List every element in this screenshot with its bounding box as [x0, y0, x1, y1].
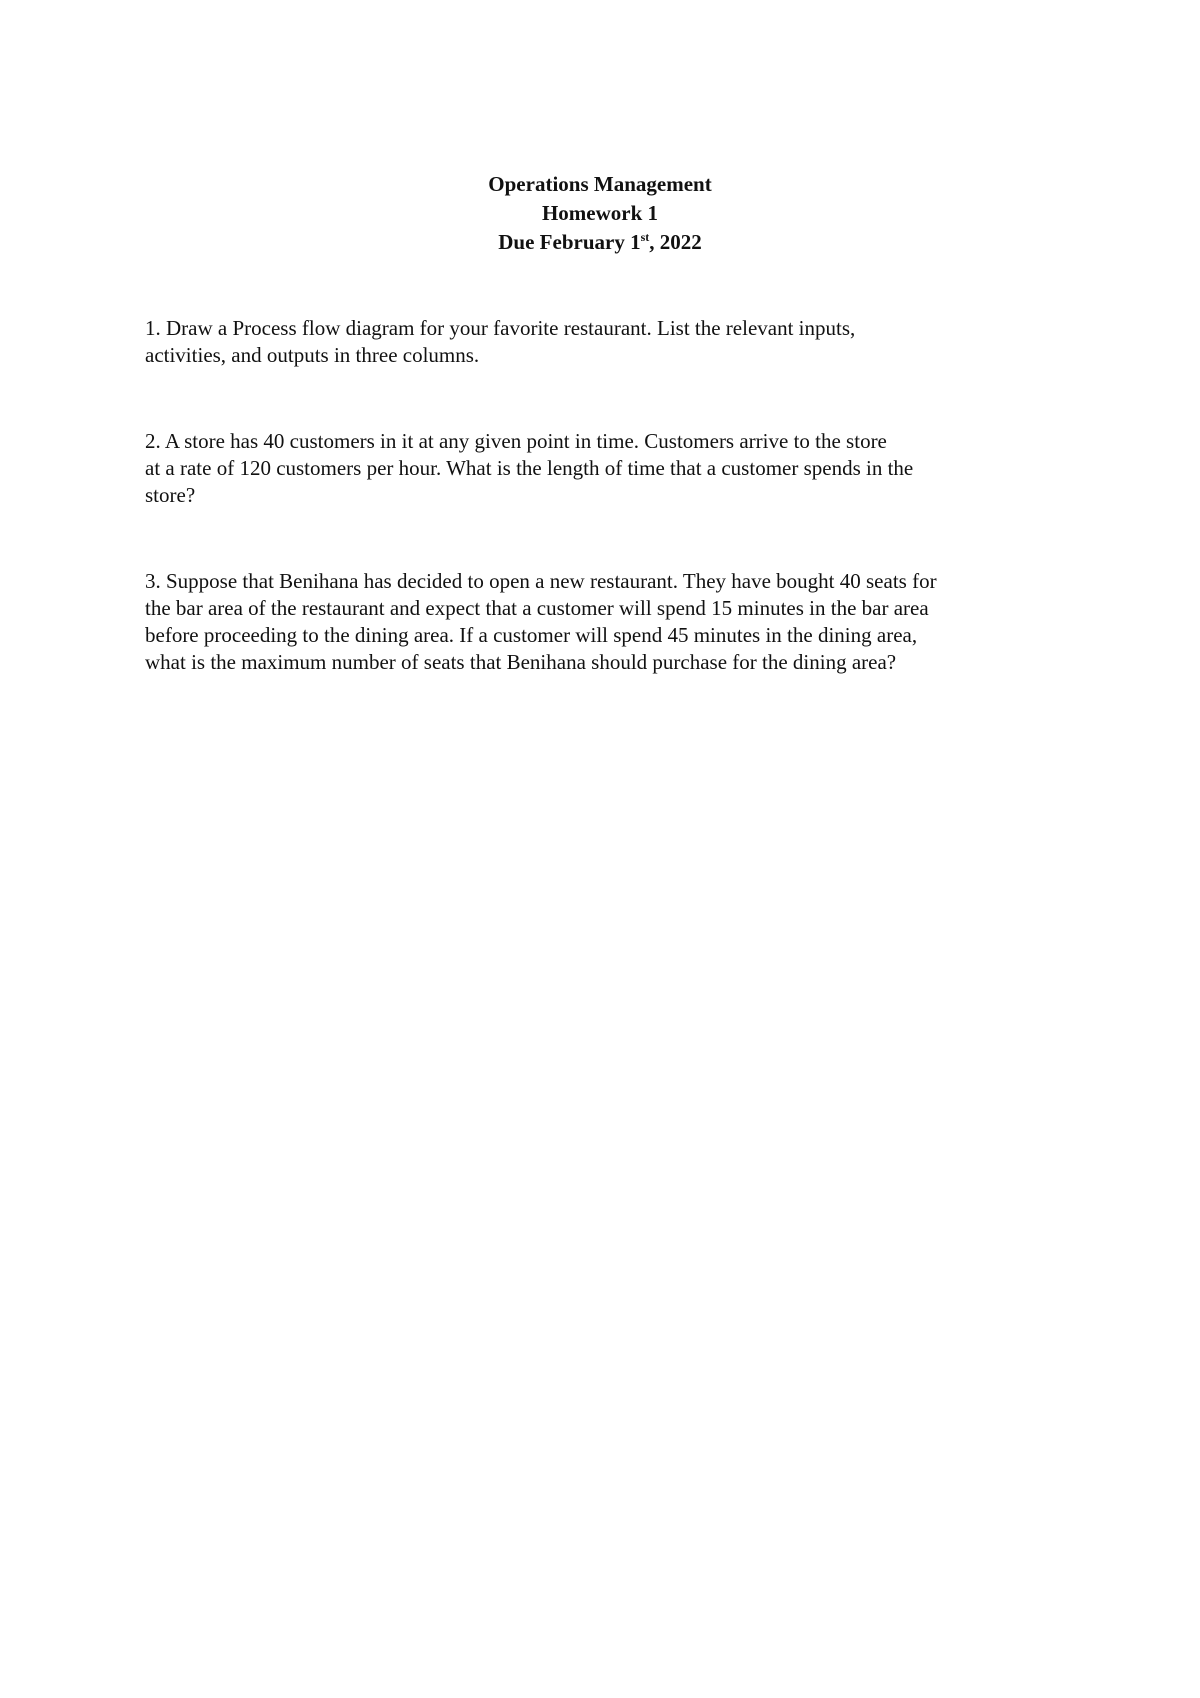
question-1 — [145, 315, 1070, 369]
question-1-line: activities, and outputs in three columns. — [145, 343, 480, 367]
assignment-title: Homework 1 — [541, 201, 659, 225]
question-2-line: store? — [145, 483, 196, 507]
document-header — [0, 170, 1200, 257]
due-date-year: , 2022 — [649, 230, 702, 254]
question-2-line: at a rate of 120 customers per hour. What is the length of time that a customer spends in the — [145, 456, 914, 480]
question-3 — [145, 568, 1070, 676]
question-3-line: what is the maximum number of seats that Benihana should purchase for the dining area? — [145, 650, 897, 674]
question-3-line: 3. Suppose that Benihana has decided to open a new restaurant. They have bought 40 seats for — [145, 569, 937, 593]
question-3-line: the bar area of the restaurant and expect that a customer will spend 15 minutes in the bar area — [145, 596, 929, 620]
course-title: Operations Management — [488, 172, 712, 196]
question-1-line: 1. Draw a Process flow diagram for your favorite restaurant. List the relevant inputs, — [145, 316, 856, 340]
question-2-line: 2. A store has 40 customers in it at any given point in time. Customers arrive to the store — [145, 429, 887, 453]
due-date — [0, 228, 1200, 257]
question-3-line: before proceeding to the dining area. If a customer will spend 45 minutes in the dining area, — [145, 623, 918, 647]
due-date-ordinal: st — [640, 230, 650, 244]
due-date-prefix: Due February 1 — [498, 230, 641, 254]
question-2 — [145, 428, 1070, 509]
